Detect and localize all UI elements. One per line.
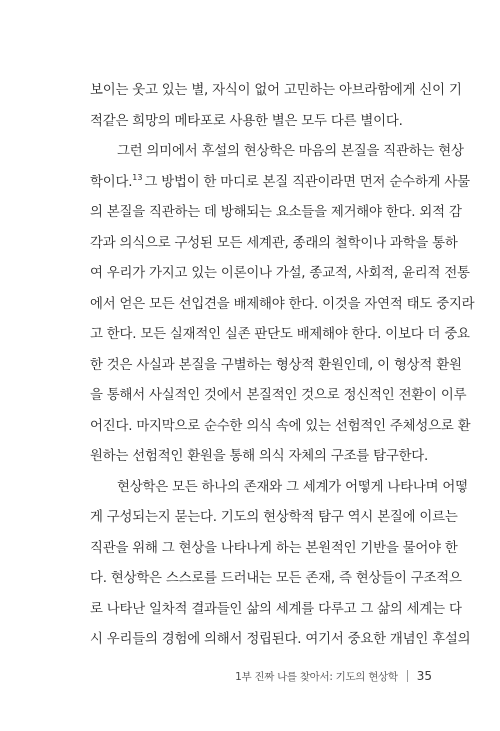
text-line: 여 우리가 가지고 있는 이론이나 가설, 종교적, 사회적, 윤리적 전통 bbox=[90, 266, 470, 281]
text-line: 원하는 선험적인 환원을 통해 의식 자체의 구조를 탐구한다. bbox=[90, 449, 429, 464]
text-line: 로 나타난 일차적 결과들인 삶의 세계를 다루고 그 삶의 세계는 다 bbox=[90, 601, 462, 617]
page-footer bbox=[235, 668, 432, 684]
footer-divider bbox=[407, 670, 408, 682]
text-line: 직관을 위해 그 현상을 나타나게 하는 본원적인 기반을 물어야 한 bbox=[90, 540, 458, 556]
running-head: 1부 진짜 나를 찾아서: 기도의 현상학 bbox=[235, 670, 398, 683]
text-line: 다. 현상학은 스스로를 드러내는 모든 존재, 즉 현상들이 구조적으 bbox=[90, 571, 462, 586]
text-line: 에서 얻은 모든 선입견을 배제해야 한다. 이것을 자연적 태도 중지라 bbox=[90, 296, 475, 312]
text-fragment: 그 방법이 한 마디로 본질 직관이라면 먼저 순수하게 사물 bbox=[144, 174, 470, 190]
text-line bbox=[90, 168, 470, 199]
text-fragment: 학이다. bbox=[90, 174, 133, 190]
text-line: 을 통해서 사실적인 것에서 본질적인 것으로 정신적인 전환이 이루 bbox=[90, 388, 467, 403]
text-line: 어진다. 마지막으로 순수한 의식 속에 있는 선험적인 주체성으로 환 bbox=[90, 418, 471, 434]
text-line: 고 한다. 모든 실재적인 실존 판단도 배제해야 한다. 이보다 더 중요 bbox=[90, 327, 470, 342]
text-line: 한 것은 사실과 본질을 구별하는 형상적 환원인데, 이 형상적 환원 bbox=[90, 357, 462, 373]
text-line: 현상학은 모든 하나의 존재와 그 세계가 어떻게 나타나며 어떻 bbox=[117, 479, 468, 495]
text-line: 적같은 희망의 메타포로 사용한 별은 모두 다른 별이다. bbox=[90, 113, 403, 129]
text-line: 그런 의미에서 후설의 현상학은 마음의 본질을 직관하는 현상 bbox=[117, 144, 464, 159]
page-number: 35 bbox=[416, 669, 432, 683]
text-line: 보이는 웃고 있는 별, 자식이 없어 고민하는 아브라함에게 신이 기 bbox=[90, 83, 462, 98]
text-line: 각과 의식으로 구성된 모든 세계관, 종래의 철학이나 과학을 통하 bbox=[90, 235, 458, 251]
text-line: 의 본질을 직관하는 데 방해되는 요소들을 제거해야 한다. 외적 감 bbox=[90, 205, 462, 220]
text-line: 시 우리들의 경험에 의해서 정립된다. 여기서 중요한 개념인 후설의 bbox=[90, 632, 471, 647]
footnote-reference[interactable]: 13 bbox=[132, 173, 143, 183]
text-line: 게 구성되는지 묻는다. 기도의 현상학적 탐구 역시 본질에 이르는 bbox=[90, 510, 458, 525]
body-text bbox=[90, 76, 475, 656]
